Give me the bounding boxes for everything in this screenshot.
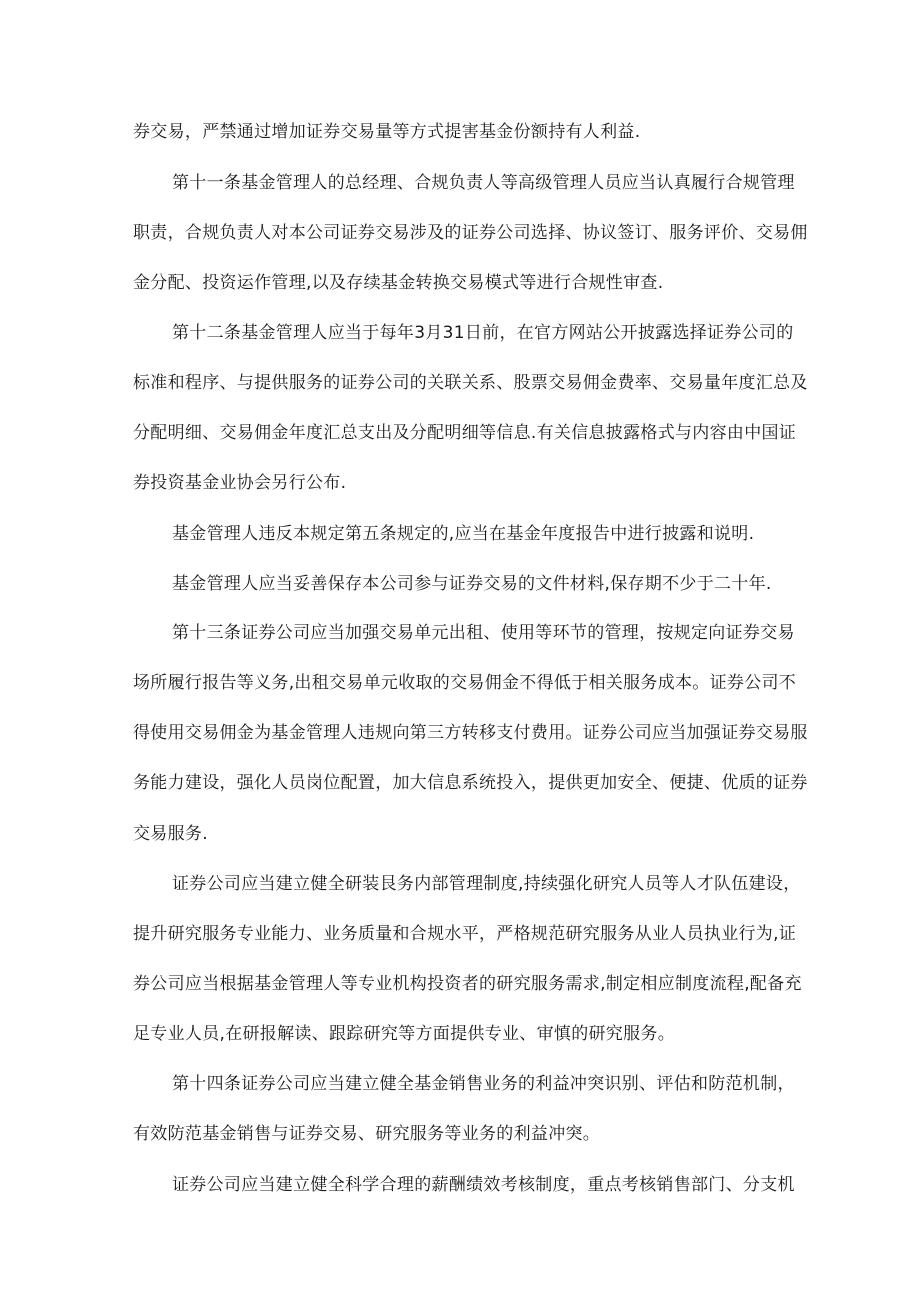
- paragraph-line: 提升研究服务专业能力、业务质量和合规水平，严格规范研究服务从业人员执业行为,证: [133, 924, 797, 944]
- paragraph-line: 有效防范基金销售与证券交易、研究服务等业务的利益冲突。: [133, 1124, 601, 1144]
- paragraph-line: 券公司应当根据基金管理人等专业机构投资者的研究服务需求,制定相应制度流程,配备充: [133, 974, 802, 994]
- paragraph-line: 证券公司应当建立健全科学合理的薪酬绩效考核制度，重点考核销售部门、分支机: [172, 1175, 795, 1195]
- paragraph-line: 金分配、投资运作管理,以及存续基金转换交易模式等进行合规性审查.: [133, 273, 664, 293]
- paragraph-line: 职责，合规负责人对本公司证券交易涉及的证券公司选择、协议签订、服务评价、交易佣: [133, 223, 808, 243]
- paragraph-line: 足专业人员,在研报解读、跟踪研究等方面提供专业、审慎的研究服务。: [133, 1024, 676, 1044]
- paragraph-line: 得使用交易佣金为基金管理人违规向第三方转移支付费用。证券公司应当加强证券交易服: [133, 723, 808, 743]
- paragraph-line: 券交易，严禁通过增加证券交易量等方式提害基金份额持有人利益.: [133, 122, 641, 142]
- paragraph-line: 基金管理人违反本规定第五条规定的,应当在基金年度报告中进行披露和说明.: [172, 524, 755, 544]
- paragraph-line: 券投资基金业协会另行公布.: [133, 473, 347, 493]
- paragraph-line: 第十四条证券公司应当建立健全基金销售业务的利益冲突识别、评估和防范机制，: [172, 1074, 795, 1094]
- paragraph-line: 交易服务.: [133, 824, 208, 844]
- paragraph-line: 第十二条基金管理人应当于每年3月31日前，在官方网站公开披露选择证券公司的: [172, 323, 794, 343]
- paragraph-line: 场所履行报告等义务,出租交易单元收取的交易佣金不得低于相关服务成本。证券公司不: [133, 673, 797, 693]
- paragraph-line: 标准和程序、与提供服务的证券公司的关联关系、股票交易佣金费率、交易量年度汇总及: [133, 373, 808, 393]
- paragraph-line: 证券公司应当建立健全研装艮务内部管理制度,持续强化研究人员等人才队伍建设，: [172, 874, 801, 894]
- paragraph-line: 基金管理人应当妥善保存本公司参与证券交易的文件材料,保存期不少于二十年.: [172, 574, 772, 594]
- paragraph-line: 分配明细、交易佣金年度汇总支出及分配明细等信息.有关信息披露格式与内容由中国证: [133, 423, 797, 443]
- paragraph-line: 第十三条证券公司应当加强交易单元出租、使用等环节的管理，按规定向证券交易: [172, 623, 795, 643]
- paragraph-line: 务能力建设，强化人员岗位配置，加大信息系统投入，提供更加安全、便捷、优质的证券: [133, 773, 808, 793]
- paragraph-line: 第十一条基金管理人的总经理、合规负责人等高级管理人员应当认真履行合规管理: [172, 173, 795, 193]
